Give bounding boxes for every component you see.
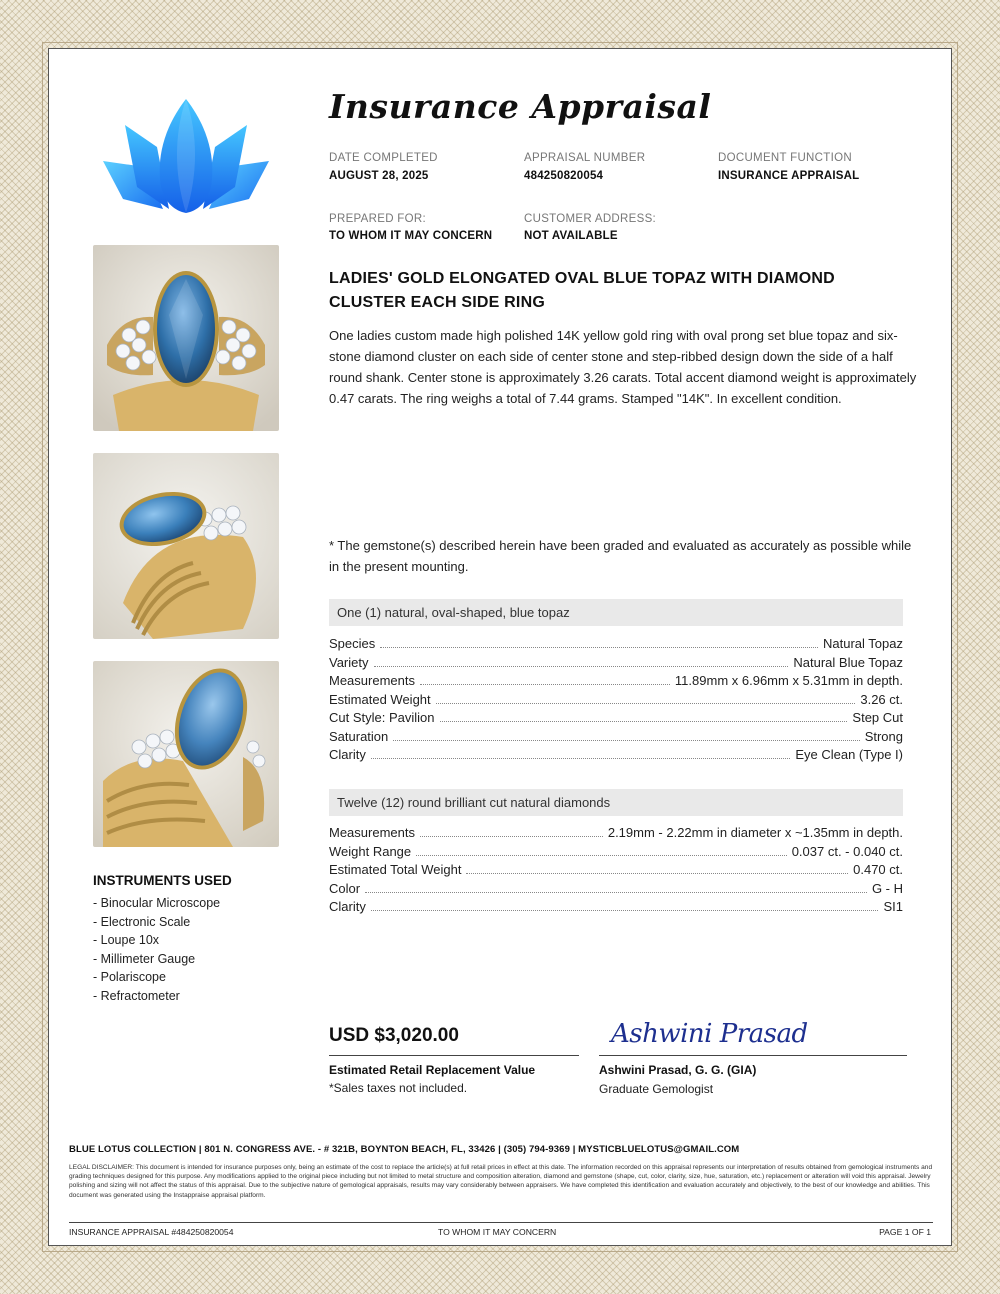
dot-leader	[380, 647, 818, 648]
customer-address-value: NOT AVAILABLE	[524, 230, 618, 242]
dot-leader	[371, 910, 879, 911]
spec-value: Strong	[864, 728, 903, 744]
spec-value: G - H	[871, 880, 903, 896]
appraiser-signature: Ashwini Prasad	[611, 1019, 808, 1049]
footer-reference: INSURANCE APPRAISAL #484250820054	[69, 1227, 234, 1237]
lotus-logo	[93, 91, 279, 219]
signature-rule	[599, 1055, 907, 1056]
spec-key: Color	[329, 880, 361, 896]
instrument-item: - Binocular Microscope	[93, 896, 221, 910]
dot-leader	[374, 666, 789, 667]
spec-row	[329, 844, 903, 863]
spec-value: 11.89mm x 6.96mm x 5.31mm in depth.	[674, 673, 903, 688]
dot-leader	[466, 873, 848, 874]
spec-key: Variety	[329, 654, 369, 670]
spec-key: Weight Range	[329, 843, 412, 859]
appraiser-name: Ashwini Prasad, G. G. (GIA)	[599, 1063, 757, 1077]
spec-value: Step Cut	[852, 710, 903, 725]
spec-value: 0.470 ct.	[853, 862, 903, 877]
footer-recipient: TO WHOM IT MAY CONCERN	[438, 1227, 557, 1237]
appraiser-title: Graduate Gemologist	[599, 1082, 714, 1096]
spec-value: 0.037 ct. - 0.040 ct.	[791, 843, 903, 859]
spec-value: 3.26 ct.	[860, 691, 903, 707]
dot-leader	[365, 892, 867, 893]
ring-photo-side	[93, 453, 279, 639]
spec-value: 2.19mm - 2.22mm in diameter x ~1.35mm in depth.	[607, 825, 903, 840]
appraisal-number-label: APPRAISAL NUMBER	[524, 152, 646, 164]
document-function-value: INSURANCE APPRAISAL	[718, 170, 860, 182]
spec-key: Clarity	[329, 899, 366, 914]
instruments-list	[93, 894, 220, 1006]
spec-row	[329, 636, 903, 655]
instruments-title: INSTRUMENTS USED	[93, 873, 232, 888]
date-completed-value: AUGUST 28, 2025	[329, 170, 429, 182]
ring-photo-angle	[93, 661, 279, 847]
spec-value: SI1	[883, 899, 903, 914]
document-title: Insurance Appraisal	[329, 87, 712, 126]
diamond-group-heading: Twelve (12) round brilliant cut natural diamonds	[329, 789, 903, 816]
instrument-item: - Refractometer	[93, 988, 180, 1003]
date-completed-label: DATE COMPLETED	[329, 152, 438, 164]
spec-row	[329, 881, 903, 900]
spec-row	[329, 729, 903, 748]
dot-leader	[416, 855, 787, 856]
dot-leader	[436, 703, 856, 704]
dot-leader	[420, 684, 670, 685]
page-number: PAGE 1 OF 1	[879, 1227, 931, 1237]
spec-row	[329, 825, 903, 844]
company-info: BLUE LOTUS COLLECTION | 801 N. CONGRESS AVE. - # 321B, BOYNTON BEACH, FL, 33426 | (305) 794-9369 | MYSTICBLUELOTUS@GMAIL.COM	[69, 1144, 740, 1155]
spec-key: Estimated Total Weight	[329, 862, 462, 877]
spec-row	[329, 747, 903, 766]
spec-row	[329, 673, 903, 692]
spec-value: Eye Clean (Type I)	[795, 747, 903, 762]
dot-leader	[371, 758, 791, 759]
tax-note: *Sales taxes not included.	[329, 1081, 468, 1095]
customer-address-label: CUSTOMER ADDRESS:	[524, 213, 657, 225]
document-function-label: DOCUMENT FUNCTION	[718, 152, 852, 164]
instrument-item: - Loupe 10x	[93, 933, 160, 948]
spec-row	[329, 899, 903, 918]
topaz-group-heading: One (1) natural, oval-shaped, blue topaz	[329, 599, 903, 626]
dot-leader	[440, 721, 848, 722]
spec-key: Measurements	[329, 825, 415, 840]
spec-key: Cut Style: Pavilion	[329, 710, 435, 725]
diamond-spec-list	[329, 825, 903, 918]
dot-leader	[420, 836, 603, 837]
prepared-for-label: PREPARED FOR:	[329, 213, 426, 225]
spec-key: Estimated Weight	[329, 691, 431, 707]
spec-row	[329, 710, 903, 729]
spec-row	[329, 862, 903, 881]
instrument-item: - Polariscope	[93, 970, 166, 985]
prepared-for-value: TO WHOM IT MAY CONCERN	[329, 230, 493, 242]
appraisal-page	[48, 48, 952, 1246]
footer-rule	[69, 1222, 933, 1223]
item-heading: LADIES' GOLD ELONGATED OVAL BLUE TOPAZ WITH DIAMOND CLUSTER EACH SIDE RING	[329, 270, 835, 311]
appraisal-number-value: 484250820054	[524, 170, 604, 182]
topaz-spec-list	[329, 636, 903, 766]
spec-key: Species	[329, 636, 376, 651]
dot-leader	[393, 740, 859, 741]
spec-row	[329, 655, 903, 674]
instrument-item: - Electronic Scale	[93, 914, 191, 929]
grading-note: * The gemstone(s) described herein have been graded and evaluated as accurately as possible while in the present mounting.	[329, 538, 912, 574]
spec-row	[329, 692, 903, 711]
spec-key: Clarity	[329, 747, 366, 762]
legal-disclaimer: LEGAL DISCLAIMER: This document is intended for insurance purposes only, being an estimate of the cost to replace the article(s) at full retail prices in effect at this date. The information recorded on this appraisal represents our interpretation of results obtained from gemological instruments and grading techniques designed for this purpose. Any modifications applied to the original piece including but not limited to metal structure and composition alteration, diamond and gemstone (shape, cut, color, clarity, size, hue, saturation, etc.) replacement or alteration will void this appraisal. Jewelry polishing and sizing will not affect the status of this appraisal. Due to the subjective nature of gemological appraisals, results may vary considerably between appraisers. We have completed this identification and evaluation accurately and objectively, to the best of our knowledge and abilities. This document was generated using the Instappraise appraisal platform.	[69, 1164, 933, 1199]
value-label: Estimated Retail Replacement Value	[329, 1063, 536, 1077]
appraised-value: USD $3,020.00	[329, 1025, 459, 1046]
spec-key: Measurements	[329, 673, 415, 688]
instrument-item: - Millimeter Gauge	[93, 951, 196, 966]
ring-photo-front	[93, 245, 279, 431]
value-rule	[329, 1055, 579, 1056]
spec-value: Natural Blue Topaz	[793, 654, 903, 670]
spec-value: Natural Topaz	[823, 636, 903, 651]
item-description: One ladies custom made high polished 14K yellow gold ring with oval prong set blue topaz and six-stone diamond cluster on each side of center stone and step-ribbed design down the side of a half round shank. Center stone is approximately 3.26 carats. Total accent diamond weight is approximately 0.47 carats. The ring weighs a total of 7.44 grams. Stamped "14K". In excellent condition.	[329, 328, 917, 406]
spec-key: Saturation	[329, 728, 389, 744]
